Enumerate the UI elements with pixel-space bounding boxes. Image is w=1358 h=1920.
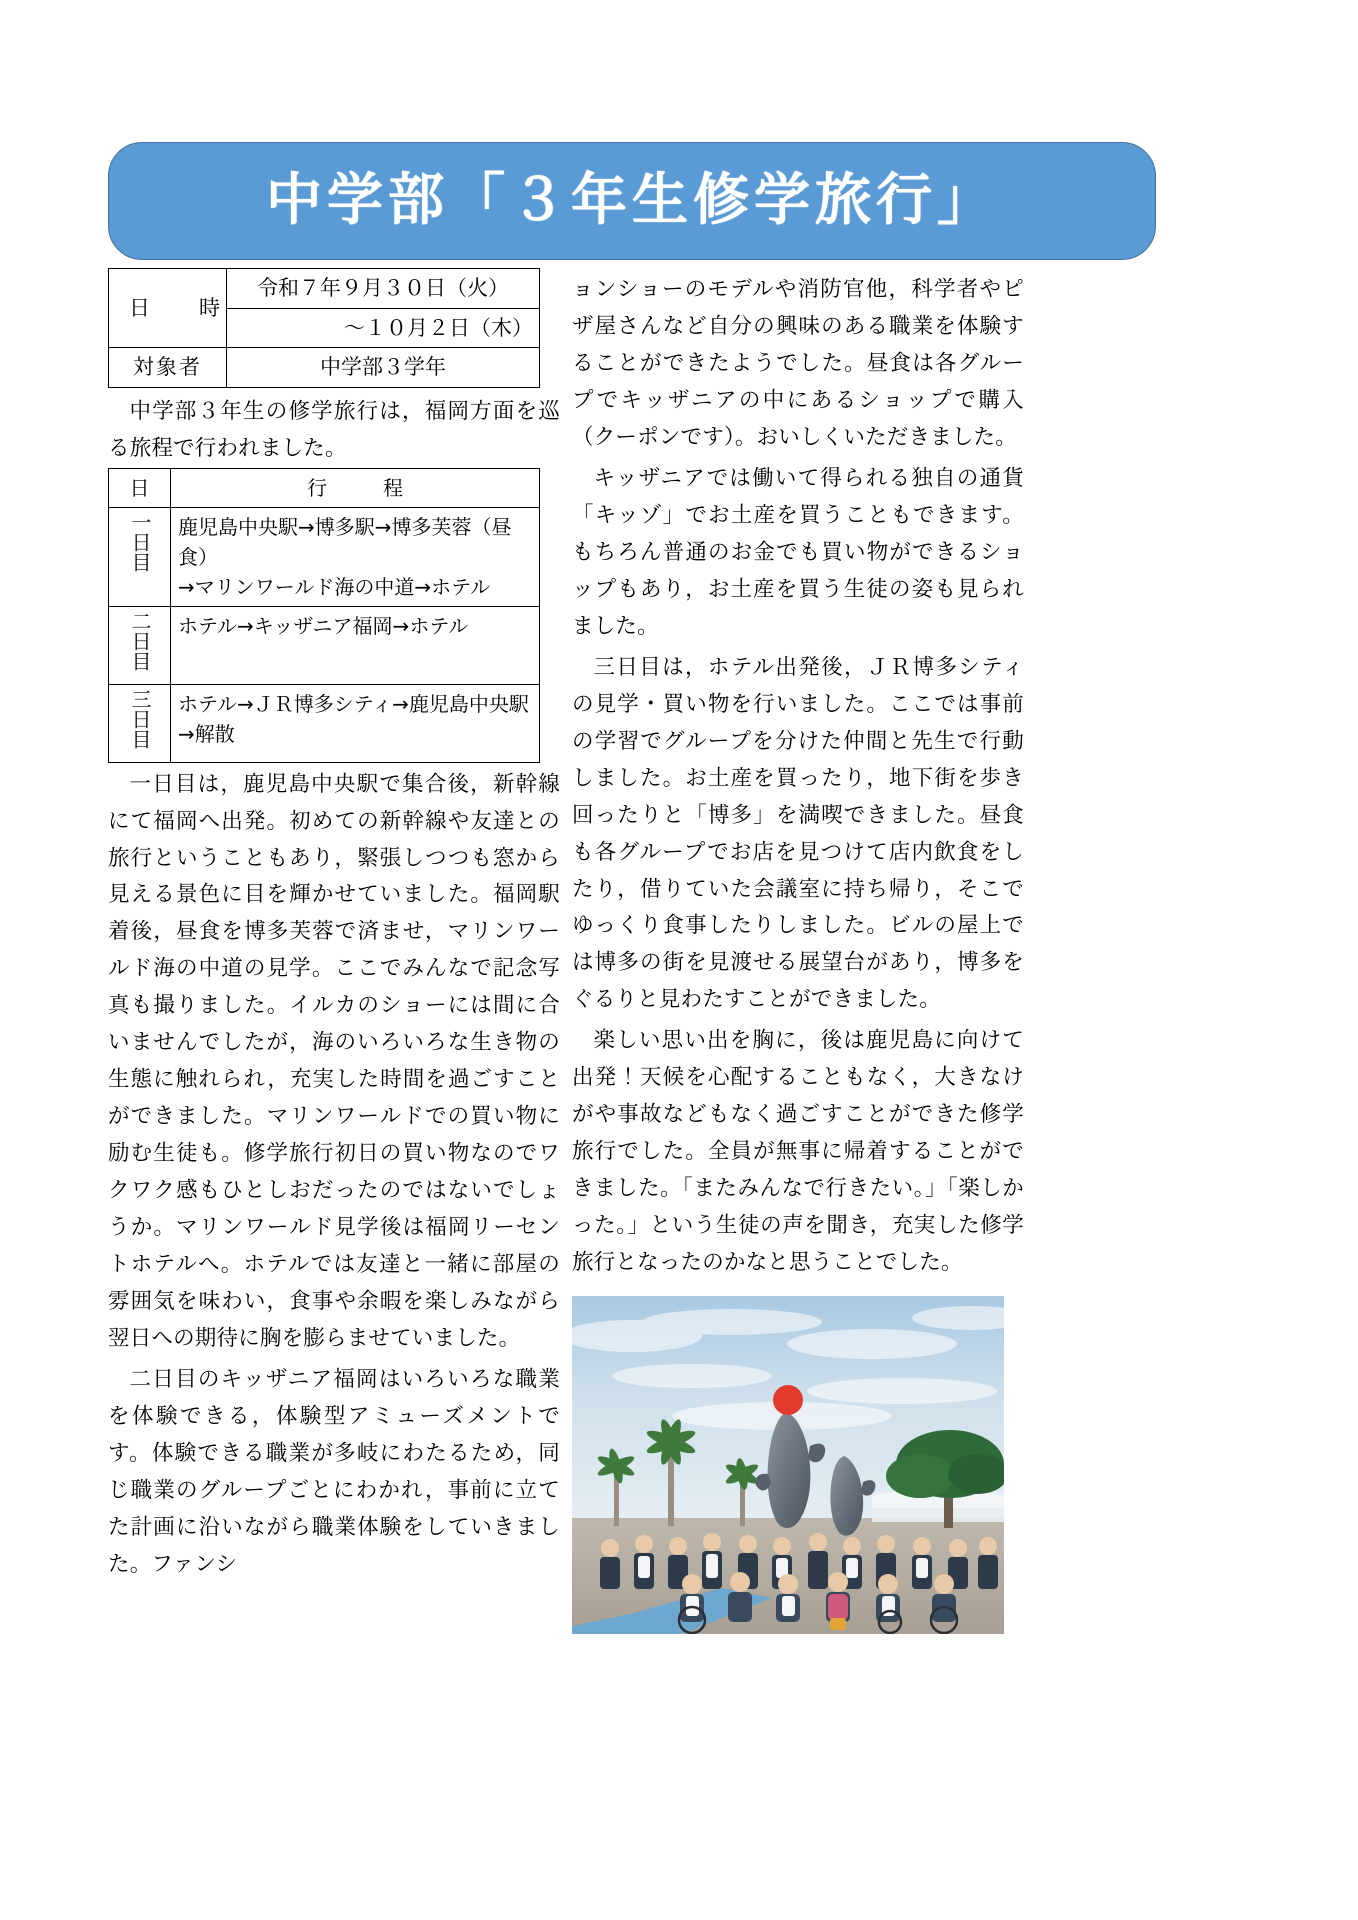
info-value-date-end: ～１０月２日（木） xyxy=(227,308,540,348)
itinerary-route-1-line2: →マリンワールド海の中道→ホテル xyxy=(178,574,491,599)
info-value-date-start: 令和７年９月３０日（火） xyxy=(227,269,540,309)
right-paragraph-4: 楽しい思い出を胸に，後は鹿児島に向けて出発！天候を心配することもなく，大きなけがや事故などもなく過ごすことができた修学旅行でした。全員が無事に帰着することができました。「またみんなで行きたい。」「楽しかった。」という生徒の声を聞き，充実した修学旅行となったのかなと思うことでした。 xyxy=(572,1028,1024,1276)
itinerary-day-1 xyxy=(109,507,171,606)
group-photo-marine-world xyxy=(572,1296,1004,1634)
itinerary-day-2-label: 二日目 xyxy=(128,610,152,671)
itinerary-day-3-label: 三日目 xyxy=(128,688,152,749)
table-row xyxy=(109,348,540,388)
itinerary-route-2-line1: ホテル→キッザニア福岡→ホテル xyxy=(178,613,469,638)
table-row xyxy=(109,606,540,684)
itinerary-table xyxy=(108,468,540,763)
itinerary-header-route: 行 程 xyxy=(171,468,540,507)
table-row xyxy=(109,507,540,606)
red-ball-icon xyxy=(773,1385,803,1415)
page-title: 中学部「３年生修学旅行」 xyxy=(266,168,998,233)
info-label-target: 対象者 xyxy=(109,348,227,388)
info-label-datetime: 日 時 xyxy=(109,269,227,348)
itinerary-route-3-line2: →解散 xyxy=(178,721,235,746)
itinerary-day-1-label: 一日目 xyxy=(128,511,152,572)
photo-illustration xyxy=(572,1296,1004,1634)
right-column xyxy=(572,268,1024,1634)
table-row xyxy=(109,684,540,762)
info-table xyxy=(108,268,540,388)
left-paragraph-1: 一日目は，鹿児島中央駅で集合後，新幹線にて福岡へ出発。初めての新幹線や友達との旅行ということもあり，緊張しつつも窓から見える景色に目を輝かせていました。福岡駅着後，昼食を博多芙蓉で済ませ，マリンワールド海の中道の見学。ここでみんなで記念写真も撮りました。イルカのショーには間に合いませんでしたが，海のいろいろな生き物の生態に触れられ，充実した時間を過ごすことができました。マリンワールドでの買い物に励む生徒も。修学旅行初日の買い物なのでワクワク感もひとしおだったのではないでしょうか。マリンワールド見学後は福岡リーセントホテルへ。ホテルでは友達と一緒に部屋の雰囲気を味わい，食事や余暇を楽しみながら翌日への期待に胸を膨らませていました。 xyxy=(108,771,560,1352)
itinerary-day-2 xyxy=(109,606,171,684)
table-row xyxy=(109,269,540,309)
itinerary-route-1-line1: 鹿児島中央駅→博多駅→博多芙蓉（昼食） xyxy=(178,514,512,569)
right-paragraph-2: キッザニアでは働いて得られる独自の通貨「キッゾ」でお土産を買うこともできます。もちろん普通のお金でも買い物ができるショップもあり，お土産を買う生徒の姿も見られました。 xyxy=(572,465,1024,639)
itinerary-route-3-line1: ホテル→ＪＲ博多シティ→鹿児島中央駅 xyxy=(178,691,529,716)
intro-paragraph: 中学部３年生の修学旅行は，福岡方面を巡る旅程で行われました。 xyxy=(108,398,560,461)
left-column xyxy=(108,268,560,1584)
itinerary-route-3 xyxy=(171,684,540,762)
table-header-row xyxy=(109,468,540,507)
itinerary-route-2 xyxy=(171,606,540,684)
left-paragraph-2: 二日目のキッザニア福岡はいろいろな職業を体験できる，体験型アミューズメントです。体験できる職業が多岐にわたるため，同じ職業のグループごとにわかれ，事前に立てた計画に沿いながら職業体験をしていきました。ファンシ xyxy=(108,1367,560,1577)
title-banner xyxy=(108,142,1156,260)
itinerary-route-1 xyxy=(171,507,540,606)
itinerary-day-3 xyxy=(109,684,171,762)
info-value-target: 中学部３学年 xyxy=(227,348,540,388)
right-paragraph-3: 三日目は，ホテル出発後，ＪＲ博多シティの見学・買い物を行いました。ここでは事前の学習でグループを分けた仲間と先生で行動しました。お土産を買ったり，地下街を歩き回ったりと「博多」を満喫できました。昼食も各グループでお店を見つけて店内飲食をしたり，借りていた会議室に持ち帰り，そこでゆっくり食事したりしました。ビルの屋上では博多の街を見渡せる展望台があり，博多をぐるりと見わたすことができました。 xyxy=(572,654,1024,1013)
itinerary-header-day: 日 xyxy=(109,468,171,507)
right-paragraph-1: ョンショーのモデルや消防官他，科学者やピザ屋さんなど自分の興味のある職業を体験することができたようでした。昼食は各グループでキッザニアの中にあるショップで購入（クーポンです）。おいしくいただきました。 xyxy=(572,277,1024,450)
